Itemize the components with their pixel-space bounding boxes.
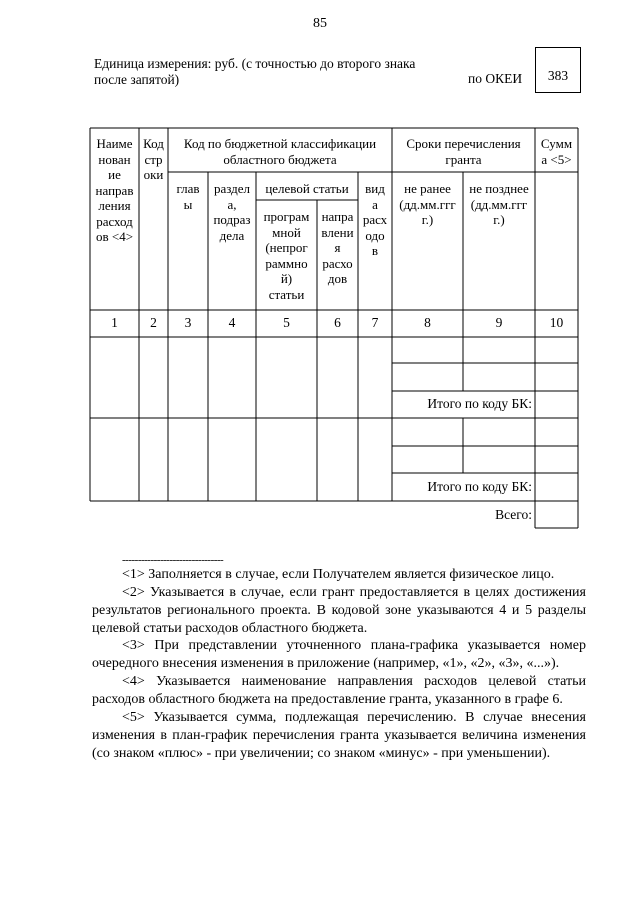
header-target-article: целевой статьи bbox=[265, 181, 349, 196]
header-direction-name: Наиме нован ие направ ления расход ов <4> bbox=[95, 136, 134, 244]
grand-total-label: Всего: bbox=[495, 507, 532, 522]
column-number: 7 bbox=[371, 315, 379, 330]
okei-code-box bbox=[535, 47, 581, 93]
header-amount: Сумм а <5> bbox=[540, 136, 573, 167]
column-number: 5 bbox=[283, 315, 290, 330]
header-not-later: не позднее (дд.мм.ггг г.) bbox=[469, 181, 529, 227]
unit-of-measure-line-2: после запятой) bbox=[94, 72, 180, 87]
column-number: 9 bbox=[495, 315, 503, 330]
footnote-2: <2> Указывается в случае, если грант предоставляется в целях достижения результатов регионального проекта. В кодовой зоне указываются 4 и 5 разделы целевой статьи расходов областного бюджета. bbox=[92, 585, 586, 636]
column-number: 8 bbox=[424, 315, 431, 330]
total-by-code-label: Итого по коду БК: bbox=[427, 479, 532, 494]
footnote-4: <4> Указывается наименование направления расходов целевой статьи расходов областного бюджета на предоставление гранта, указанного в графе 6. bbox=[92, 674, 586, 707]
column-number: 10 bbox=[549, 315, 564, 330]
total-by-code-label: Итого по коду БК: bbox=[427, 396, 532, 411]
footnote-3: <3> При представлении уточненного плана-графика указывается номер очередного внесения изменения в приложение (например, «1», «2», «3», «...»). bbox=[92, 638, 586, 671]
page-number: 85 bbox=[313, 16, 327, 31]
footnote-separator: -------------------------------- bbox=[122, 554, 224, 566]
header-section-subsection: раздел а, подраз дела bbox=[213, 181, 251, 243]
okei-code: 383 bbox=[547, 68, 569, 83]
header-budget-classification-code: Код по бюджетной классификации областного бюджета bbox=[183, 136, 377, 167]
header-expense-direction: напра влени я расхо дов bbox=[321, 209, 354, 286]
footnote-1: <1> Заполняется в случае, если Получателем является физическое лицо. bbox=[122, 567, 555, 582]
column-number: 2 bbox=[150, 315, 157, 330]
footnote-5: <5> Указывается сумма, подлежащая перечислению. В случае внесения изменения в план-график перечисления гранта указывается величина изменения (со знаком «плюс» - при увеличении; со знаком «минус» - при уменьшении). bbox=[92, 710, 586, 761]
column-number: 6 bbox=[334, 315, 341, 330]
header-not-earlier: не ранее (дд.мм.ггг г.) bbox=[399, 181, 456, 227]
header-chapter: глав ы bbox=[176, 181, 200, 212]
column-number: 4 bbox=[228, 315, 236, 330]
header-expense-type: вид а расх одо в bbox=[362, 181, 388, 258]
header-row-code: Код стр оки bbox=[143, 136, 164, 182]
header-transfer-terms: Сроки перечисления гранта bbox=[406, 136, 521, 167]
column-number: 3 bbox=[184, 315, 192, 330]
header-program-article: програм мной (непрог раммно й) статьи bbox=[263, 209, 310, 302]
unit-of-measure-line-1: Единица измерения: руб. (с точностью до второго знака bbox=[94, 56, 416, 71]
column-number: 1 bbox=[111, 315, 118, 330]
okei-label: по ОКЕИ bbox=[468, 71, 523, 86]
